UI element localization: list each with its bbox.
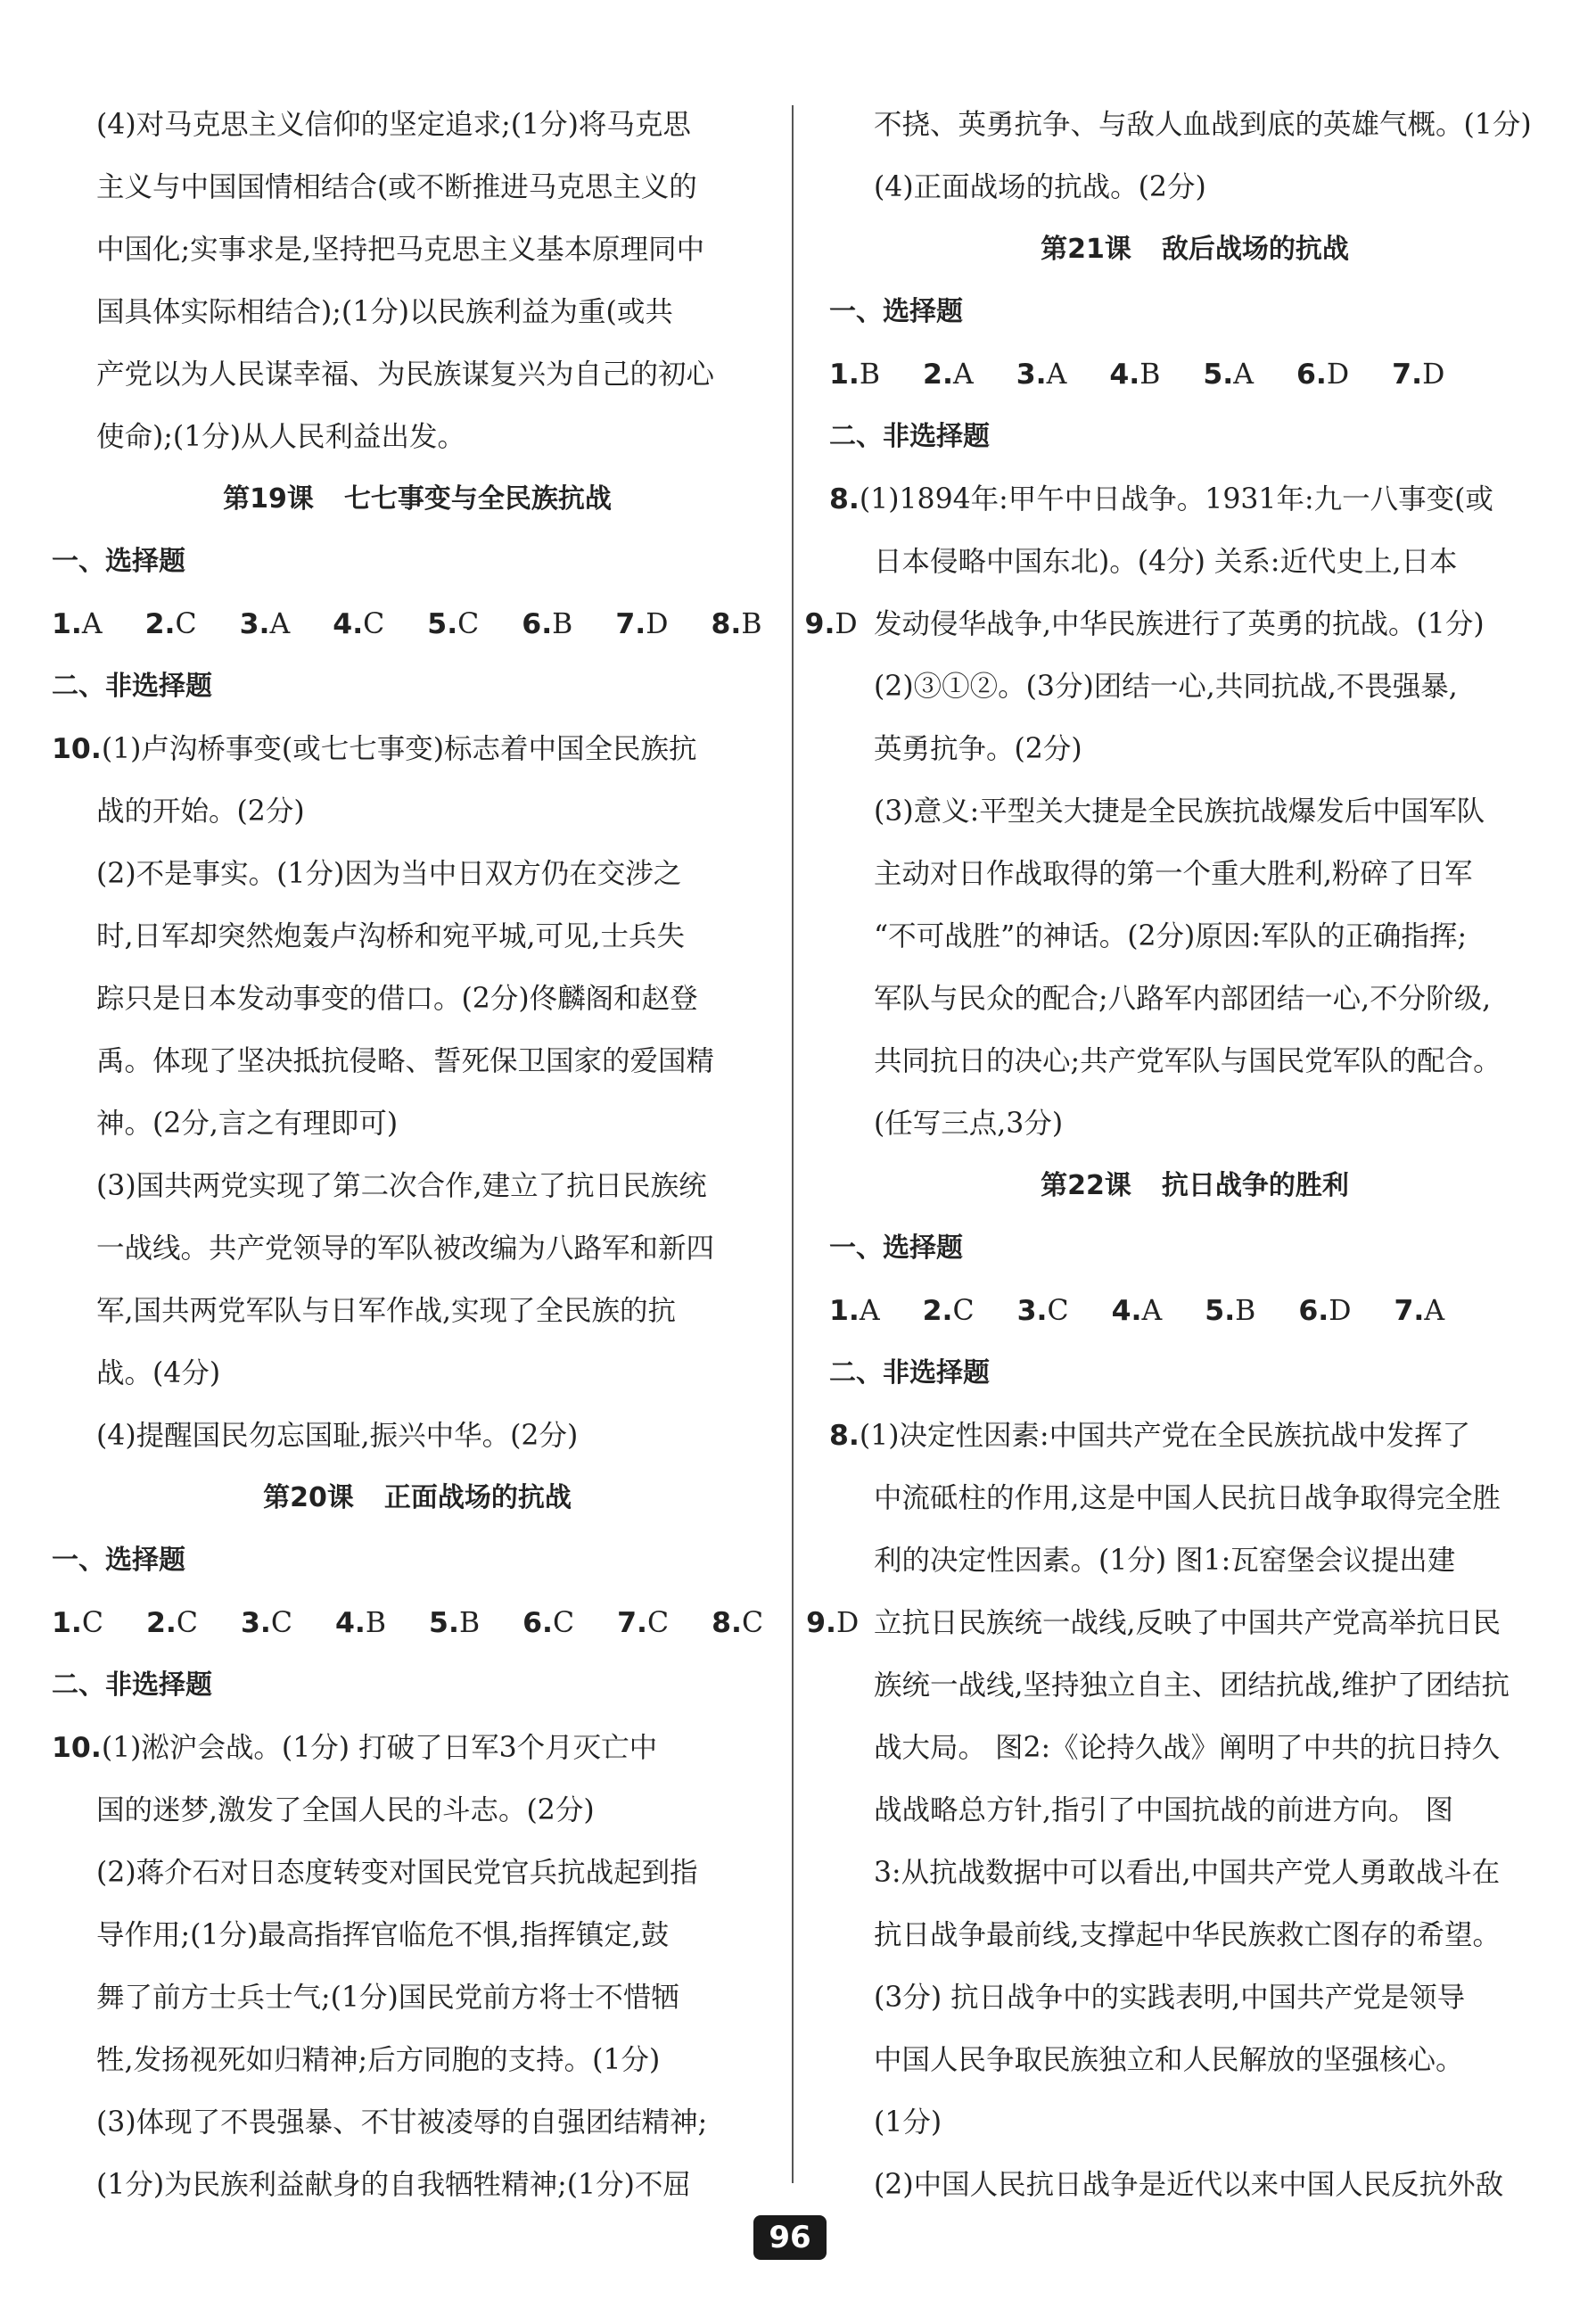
answer-item (829, 359, 901, 391)
question-text: (1)决定性因素:中国共产党在全民族抗战中发挥了 (859, 1420, 1471, 1452)
answer-item (1017, 1295, 1090, 1327)
answer-number: 3. (241, 1607, 271, 1639)
answer-number: 6. (1296, 359, 1327, 391)
lesson-number: 第20课 (263, 1482, 354, 1513)
text-line: “不可战胜”的神话。(2分)原因:军队的正确指挥; (874, 920, 1468, 952)
answer-number: 8. (711, 608, 742, 640)
text-line: (任写三点,3分) (874, 1108, 1064, 1140)
text-line: (1分) (874, 2106, 942, 2139)
answer-choice: D (835, 1607, 860, 1639)
text-line: 英勇抗争。(2分) (874, 733, 1082, 765)
text-line: 舞了前方士兵士气;(1分)国民党前方将士不惜牺 (96, 1982, 679, 2014)
answer-number: 7. (615, 608, 646, 640)
answer-row (52, 593, 858, 655)
answer-choice: B (859, 359, 881, 391)
text-line: 战战略总方针,指引了中国抗战的前进方向。 图 (874, 1794, 1454, 1826)
left-column (52, 94, 860, 2216)
answer-number: 6. (1298, 1295, 1329, 1327)
answer-item (333, 608, 406, 640)
text-line: 利的决定性因素。(1分) 图1:瓦窑堡会议提出建 (874, 1545, 1456, 1577)
answer-choice: B (741, 608, 762, 640)
answer-row (829, 1280, 1560, 1342)
answer-number: 2. (146, 1607, 177, 1639)
text-line: 主义与中国国情相结合(或不断推进马克思主义的 (96, 171, 697, 203)
answer-choice: A (1141, 1295, 1163, 1327)
answer-choice: A (269, 608, 291, 640)
answer-choice: A (81, 608, 103, 640)
answer-number: 8. (712, 1607, 742, 1639)
text-line: (2)③①②。(3分)团结一心,共同抗战,不畏强暴, (874, 671, 1458, 703)
answer-number: 9. (806, 1607, 836, 1639)
lesson-heading (52, 468, 783, 531)
answer-item (427, 608, 500, 640)
answer-number: 4. (333, 608, 364, 640)
text-line: (2)不是事实。(1分)因为当中日双方仍在交涉之 (96, 858, 682, 890)
answer-item (923, 359, 995, 391)
text-line: 神。(2分,言之有理即可) (96, 1108, 399, 1140)
lesson-number: 第19课 (223, 483, 314, 515)
answer-number: 2. (923, 359, 953, 391)
answer-choice: C (457, 608, 480, 640)
answer-choice: A (952, 359, 974, 391)
lesson-title: 七七事变与全民族抗战 (343, 483, 612, 515)
text-line: 3:从抗战数据中可以看出,中国共产党人勇敢战斗在 (874, 1857, 1501, 1889)
answer-number: 4. (335, 1607, 366, 1639)
answer-number: 7. (1394, 1295, 1425, 1327)
text-line: (3)意义:平型关大捷是全民族抗战爆发后中国军队 (874, 795, 1485, 828)
answer-choice: B (552, 608, 573, 640)
text-line: 日本侵略中国东北)。(4分) 关系:近代史上,日本 (874, 546, 1458, 578)
text-line: 立抗日民族统一战线,反映了中国共产党高举抗日民 (874, 1607, 1501, 1639)
text-line: 军,国共两党军队与日军作战,实现了全民族的抗 (96, 1295, 677, 1327)
answer-item (711, 608, 783, 640)
lesson-title: 正面战场的抗战 (383, 1482, 572, 1513)
section-heading: 二、非选择题 (52, 671, 212, 702)
text-line: 共同抗日的决心;共产党军队与国民党军队的配合。 (874, 1045, 1501, 1077)
section-heading: 一、选择题 (829, 1232, 963, 1264)
text-line: 国的迷梦,激发了全国人民的斗志。(2分) (96, 1794, 595, 1826)
page-number: 96 (753, 2215, 827, 2260)
answer-item (1296, 359, 1370, 391)
answer-choice: C (741, 1607, 764, 1639)
answer-number: 7. (617, 1607, 647, 1639)
answer-choice: B (458, 1607, 481, 1639)
answer-number: 3. (239, 608, 270, 640)
answer-number: 3. (1016, 1295, 1048, 1327)
lesson-title: 抗日战争的胜利 (1161, 1170, 1349, 1201)
answer-choice: C (270, 1607, 292, 1639)
lesson-number: 第21课 (1041, 234, 1131, 265)
lesson-number: 第22课 (1041, 1170, 1131, 1201)
text-line: 使命);(1分)从人民利益出发。 (96, 421, 466, 453)
answer-choice: C (952, 1295, 975, 1327)
question-number: 8. (829, 1420, 860, 1452)
section-heading: 二、非选择题 (52, 1669, 212, 1701)
section-heading: 二、非选择题 (829, 1357, 990, 1389)
text-line: (4)正面战场的抗战。(2分) (874, 171, 1206, 203)
answer-item (1392, 359, 1466, 391)
answer-item (335, 1607, 407, 1639)
answer-choice: D (1329, 1295, 1352, 1327)
answer-choice: C (646, 1607, 670, 1639)
answer-choice: D (835, 608, 858, 640)
answer-choice: C (363, 608, 385, 640)
text-line: (2)中国人民抗日战争是近代以来中国人民反抗外敌 (874, 2169, 1504, 2201)
question-line (829, 468, 1560, 531)
answer-number: 7. (1392, 359, 1423, 391)
question-text: (1)卢沟桥事变(或七七事变)标志着中国全民族抗 (101, 733, 697, 765)
text-line: 牲,发扬视死如归精神;后方同胞的支持。(1分) (96, 2044, 661, 2076)
question-line (52, 1717, 783, 1779)
answer-number: 2. (144, 608, 176, 640)
text-line: 国具体实际相结合);(1分)以民族利益为重(或共 (96, 296, 673, 328)
lesson-heading (52, 1467, 783, 1529)
answer-choice: B (1235, 1295, 1256, 1327)
answer-number: 9. (804, 608, 835, 640)
text-line: 族统一战线,坚持独立自主、团结抗战,维护了团结抗 (874, 1669, 1510, 1702)
text-line: 一战线。共产党领导的军队被改编为八路军和新四 (96, 1232, 715, 1265)
text-line: (3分) 抗日战争中的实践表明,中国共产党是领导 (874, 1982, 1466, 2014)
column-divider (792, 105, 794, 2183)
answer-item (240, 608, 312, 640)
text-line: 发动侵华战争,中华民族进行了英勇的抗战。(1分) (874, 608, 1485, 640)
answer-choice: B (1139, 359, 1161, 391)
answer-number: 4. (1111, 1295, 1142, 1327)
answer-number: 1. (52, 1607, 82, 1639)
answer-item (52, 608, 124, 640)
text-line: 中国人民争取民族独立和人民解放的坚强核心。 (874, 2044, 1464, 2076)
text-line: 中流砥柱的作用,这是中国人民抗日战争取得完全胜 (874, 1482, 1501, 1514)
text-line: (2)蒋介石对日态度转变对国民党官兵抗战起到指 (96, 1857, 698, 1889)
question-line (52, 718, 783, 780)
answer-item (712, 1607, 785, 1639)
question-number: 8. (829, 483, 860, 515)
answer-item (1016, 359, 1089, 391)
answer-item (1203, 359, 1275, 391)
answer-item (617, 1607, 690, 1639)
answer-choice: B (365, 1607, 387, 1639)
text-line: 军队与民众的配合;八路军内部团结一心,不分阶级, (874, 983, 1492, 1015)
answer-choice: C (175, 608, 197, 640)
text-line: 主动对日作战取得的第一个重大胜利,粉碎了日军 (874, 858, 1473, 890)
text-line: 导作用;(1分)最高指挥官临危不惧,指挥镇定,鼓 (96, 1919, 670, 1951)
text-line: 时,日军却突然炮轰卢沟桥和宛平城,可见,士兵失 (96, 920, 686, 952)
lesson-title: 敌后战场的抗战 (1161, 234, 1349, 265)
answer-choice: A (1424, 1295, 1445, 1327)
question-text: (1)1894年:甲午中日战争。1931年:九一八事变(或 (859, 483, 1493, 515)
text-line: 踪只是日本发动事变的借口。(2分)佟麟阁和赵登 (96, 983, 698, 1015)
text-line: 抗日战争最前线,支撑起中华民族救亡图存的希望。 (874, 1919, 1501, 1951)
answer-item (522, 1607, 596, 1639)
answer-number: 6. (522, 608, 553, 640)
answer-item (1112, 1295, 1184, 1327)
question-line (829, 1405, 1560, 1467)
section-heading: 二、非选择题 (829, 421, 990, 452)
answer-item (1205, 1295, 1277, 1327)
answer-choice: C (81, 1607, 103, 1639)
answer-number: 1. (829, 1295, 860, 1327)
answer-item (241, 1607, 314, 1639)
answer-number: 4. (1109, 359, 1140, 391)
answer-choice: A (859, 1295, 880, 1327)
answer-item (923, 1295, 996, 1327)
answer-choice: A (1046, 359, 1067, 391)
text-line: 战。(4分) (96, 1357, 221, 1389)
answer-item (1298, 1295, 1372, 1327)
question-number: 10. (52, 733, 102, 765)
question-text: (1)淞沪会战。(1分) 打破了日军3个月灭亡中 (101, 1732, 658, 1764)
text-line: (4)对马克思主义信仰的坚定追求;(1分)将马克思 (96, 109, 691, 141)
answer-row (52, 1592, 860, 1654)
text-line: (3)体现了不畏强暴、不甘被凌辱的自强团结精神; (96, 2106, 708, 2139)
answer-number: 6. (522, 1607, 553, 1639)
text-line: 中国化;实事求是,坚持把马克思主义基本原理同中 (96, 234, 705, 266)
answer-item (145, 608, 218, 640)
answer-number: 2. (922, 1295, 953, 1327)
answer-choice: D (1326, 359, 1350, 391)
text-line: 战的开始。(2分) (96, 795, 305, 828)
answer-item (829, 1295, 901, 1327)
text-line: 不挠、英勇抗争、与敌人血战到底的英雄气概。(1分) (874, 109, 1532, 141)
answer-item (615, 608, 689, 640)
text-line: 产党以为人民谋幸福、为民族谋复兴为自己的初心 (96, 359, 715, 391)
answer-number: 5. (1205, 1295, 1236, 1327)
answer-item (522, 608, 594, 640)
answer-item (429, 1607, 501, 1639)
answer-choice: D (646, 608, 669, 640)
answer-choice: C (552, 1607, 575, 1639)
answer-item (146, 1607, 219, 1639)
lesson-heading (829, 1155, 1560, 1217)
answer-item (1394, 1295, 1466, 1327)
text-line: (3)国共两党实现了第二次合作,建立了抗日民族统 (96, 1170, 707, 1202)
answer-choice: C (176, 1607, 198, 1639)
answer-number: 5. (1203, 359, 1234, 391)
text-line: (4)提醒国民勿忘国耻,振兴中华。(2分) (96, 1420, 579, 1452)
right-column (829, 94, 1560, 2216)
answer-row (829, 343, 1560, 406)
answer-number: 3. (1016, 359, 1047, 391)
answer-number: 5. (429, 1607, 459, 1639)
text-line: 禹。体现了坚决抵抗侵略、誓死保卫国家的爱国精 (96, 1045, 715, 1077)
answer-choice: C (1047, 1295, 1069, 1327)
section-heading: 一、选择题 (52, 1545, 185, 1576)
text-line: 战大局。 图2:《论持久战》阐明了中共的抗日持久 (874, 1732, 1501, 1764)
answer-number: 1. (829, 359, 860, 391)
answer-number: 5. (427, 608, 458, 640)
section-heading: 一、选择题 (52, 546, 185, 577)
text-line: (1分)为民族利益献身的自我牺牲精神;(1分)不屈 (96, 2169, 691, 2201)
lesson-heading (829, 218, 1560, 281)
section-heading: 一、选择题 (829, 296, 963, 327)
question-number: 10. (52, 1732, 102, 1764)
answer-number: 1. (52, 608, 82, 640)
answer-choice: A (1233, 359, 1255, 391)
answer-choice: D (1422, 359, 1445, 391)
answer-item (52, 1607, 125, 1639)
answer-item (1109, 359, 1181, 391)
